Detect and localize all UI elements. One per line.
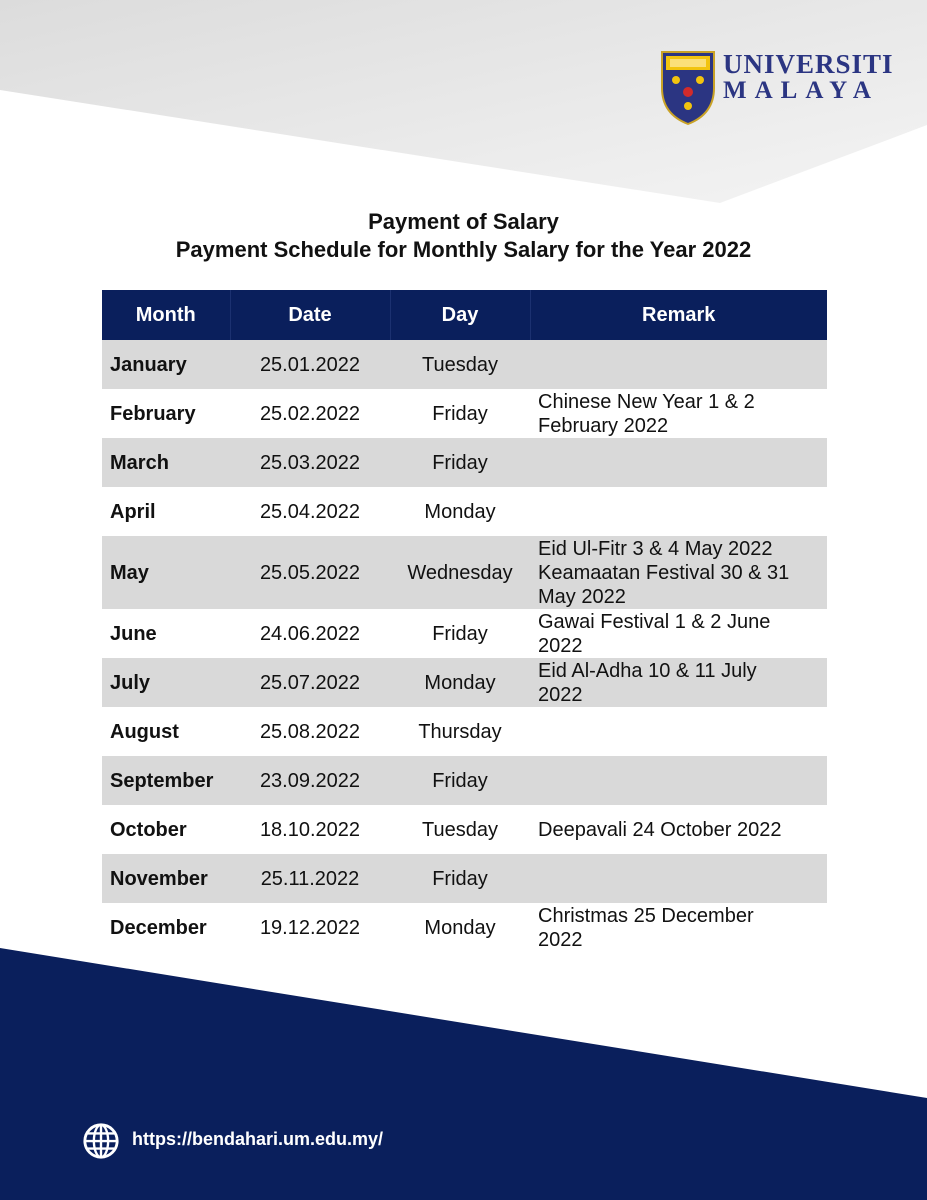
table-row (102, 389, 827, 438)
cell-day: Friday (432, 622, 488, 645)
cell-remark (530, 536, 827, 609)
table-row (102, 854, 827, 903)
cell-remark (530, 658, 827, 707)
cell-date: 25.04.2022 (259, 500, 361, 523)
header-day: Day (390, 290, 530, 340)
table-row (102, 658, 827, 707)
remark-line: Chinese New Year 1 & 2 (538, 390, 755, 413)
remark-line: 2022 (538, 634, 583, 657)
cell-month: February (110, 402, 196, 425)
table-row (102, 756, 827, 805)
cell-month: June (110, 622, 157, 645)
title-line-1: Payment of Salary (368, 209, 559, 234)
cell-remark (530, 438, 827, 487)
cell-date: 25.03.2022 (230, 438, 390, 487)
cell-month: May (102, 536, 230, 609)
salary-schedule-table (102, 290, 827, 952)
remark-line: Keamaatan Festival 30 & 31 (538, 561, 790, 584)
cell-day: Tuesday (422, 818, 498, 841)
cell-date: 25.11.2022 (230, 854, 390, 903)
table-row (102, 707, 827, 756)
cell-date: 24.06.2022 (259, 622, 361, 645)
cell-remark (530, 854, 827, 903)
cell-month: July (102, 658, 230, 707)
remark-line: Eid Al-Adha 10 & 11 July (538, 659, 757, 682)
remark-line: Christmas 25 December (538, 904, 754, 927)
table-row (102, 805, 827, 854)
cell-month: April (110, 500, 156, 523)
cell-date: 25.05.2022 (230, 536, 390, 609)
cell-remark (530, 609, 827, 658)
cell-month: January (102, 340, 230, 389)
university-logo-text (723, 50, 894, 104)
globe-icon (82, 1122, 120, 1160)
remark-line: Eid Ul-Fitr 3 & 4 May 2022 (538, 537, 773, 560)
cell-date: 23.09.2022 (230, 756, 390, 805)
cell-date: 25.02.2022 (259, 402, 361, 425)
cell-date: 25.01.2022 (230, 340, 390, 389)
header-date: Date (230, 290, 390, 340)
page-title (0, 208, 927, 264)
cell-day: Friday (390, 854, 530, 903)
cell-day: Monday (424, 500, 496, 523)
cell-day: Wednesday (390, 536, 530, 609)
bottom-navy-band (0, 948, 927, 1200)
remark-line: May 2022 (538, 585, 626, 608)
cell-day: Thursday (418, 720, 502, 743)
remark-line: Gawai Festival 1 & 2 June (538, 610, 771, 633)
remark-line: Deepavali 24 October 2022 (538, 818, 782, 841)
cell-remark (530, 756, 827, 805)
cell-remark (530, 340, 827, 389)
cell-day: Tuesday (390, 340, 530, 389)
website-link[interactable]: https://bendahari.um.edu.my/ (132, 1129, 384, 1149)
cell-day: Friday (432, 402, 488, 425)
cell-day: Monday (390, 658, 530, 707)
cell-month: December (110, 916, 207, 939)
table-row (102, 487, 827, 536)
header-month: Month (102, 290, 230, 340)
table-row (102, 536, 827, 609)
remark-line: 2022 (538, 683, 583, 706)
cell-day: Monday (424, 916, 496, 939)
table-header-row (102, 290, 827, 340)
cell-date: 19.12.2022 (259, 916, 361, 939)
cell-month: October (110, 818, 187, 841)
cell-month: September (102, 756, 230, 805)
cell-month: November (102, 854, 230, 903)
title-line-2: Payment Schedule for Monthly Salary for the Year 2022 (175, 237, 752, 262)
header-remark: Remark (530, 290, 827, 340)
table-row (102, 903, 827, 952)
logo-line-2: MALAYA (723, 77, 879, 104)
remark-line: February 2022 (538, 414, 669, 437)
table-row (102, 609, 827, 658)
cell-remark (530, 903, 827, 952)
cell-day: Friday (390, 438, 530, 487)
cell-date: 25.07.2022 (230, 658, 390, 707)
cell-date: 18.10.2022 (259, 818, 361, 841)
remark-line: 2022 (538, 928, 583, 951)
cell-day: Friday (390, 756, 530, 805)
cell-remark (530, 707, 827, 756)
cell-remark (530, 487, 827, 536)
table-row (102, 438, 827, 487)
cell-remark (530, 805, 827, 854)
cell-remark (530, 389, 827, 438)
logo-line-1: UNIVERSITI (723, 49, 894, 79)
cell-date: 25.08.2022 (259, 720, 361, 743)
table-row (102, 340, 827, 389)
cell-month: August (110, 720, 179, 743)
university-crest (658, 48, 718, 128)
cell-month: March (102, 438, 230, 487)
